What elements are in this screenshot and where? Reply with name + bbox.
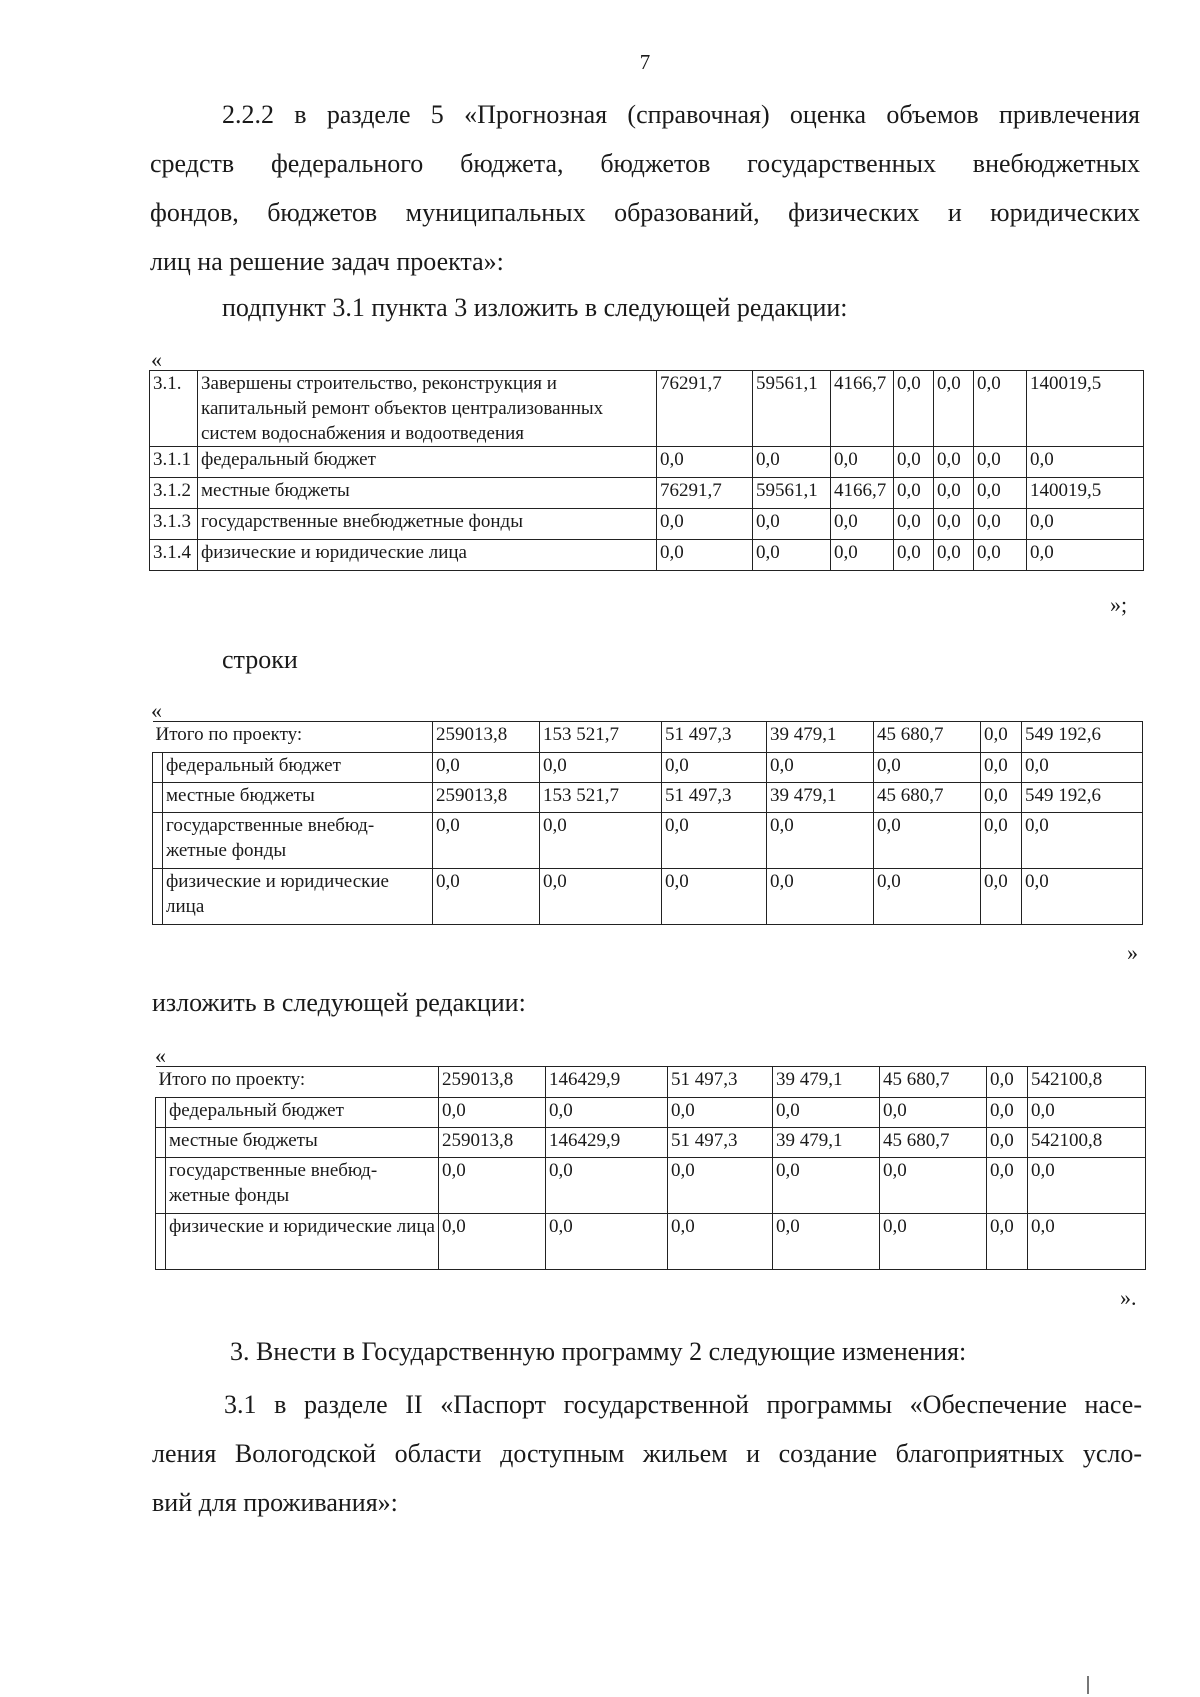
value-cell: 4166,7 [831,371,894,447]
table-row [153,813,1143,869]
intro-line-3: фондов, бюджетов муниципальных образований, физических и юридических [150,198,1140,227]
value-cell: 146429,9 [546,1128,668,1158]
value-cell: 0,0 [1022,753,1143,783]
indent-cell [156,1158,166,1214]
value-cell: 39 479,1 [767,783,874,813]
row-number-cell: 3.1.4 [150,540,198,571]
value-cell: 51 497,3 [662,783,767,813]
restate-text: изложить в следующей редакции: [152,988,526,1017]
indent-cell [153,813,163,869]
value-cell: 0,0 [874,813,981,869]
value-cell: 0,0 [773,1214,880,1270]
open-quote-2: « [151,698,162,723]
total-label-cell: Итого по проекту: [156,1067,439,1098]
value-cell: 0,0 [894,478,934,509]
value-cell: 0,0 [981,722,1022,753]
value-cell: 259013,8 [433,722,540,753]
value-cell: 0,0 [1022,869,1143,925]
value-cell: 0,0 [894,540,934,571]
value-cell: 0,0 [1027,447,1144,478]
table-row [150,371,1144,447]
value-cell: 0,0 [974,540,1027,571]
value-cell: 0,0 [874,753,981,783]
value-cell: 259013,8 [433,783,540,813]
value-cell: 0,0 [987,1158,1028,1214]
intro-line-4: лиц на решение задач проекта»: [150,247,504,276]
table-row [150,540,1144,571]
value-cell: 0,0 [767,869,874,925]
value-cell: 0,0 [1028,1158,1146,1214]
value-cell: 45 680,7 [874,722,981,753]
value-cell: 0,0 [874,869,981,925]
row-name-cell: физические и юридические лица [163,869,433,925]
value-cell: 0,0 [894,371,934,447]
row-number-cell: 3.1.1 [150,447,198,478]
value-cell: 0,0 [934,509,974,540]
value-cell: 76291,7 [657,371,753,447]
row-name-cell: Завершены строительство, реконструкция и капитальный ремонт объектов централизованных систем водоснабжения и водоотведения [198,371,657,447]
value-cell: 51 497,3 [662,722,767,753]
value-cell: 51 497,3 [668,1128,773,1158]
value-cell: 0,0 [657,447,753,478]
value-cell: 0,0 [981,869,1022,925]
table-row [153,869,1143,925]
value-cell: 0,0 [981,783,1022,813]
table-3-1 [149,370,1144,571]
value-cell: 59561,1 [753,371,831,447]
value-cell: 59561,1 [753,478,831,509]
table-rows-new [155,1066,1146,1270]
table-row [150,447,1144,478]
value-cell: 0,0 [981,813,1022,869]
value-cell: 0,0 [668,1158,773,1214]
value-cell: 0,0 [540,753,662,783]
value-cell: 0,0 [831,509,894,540]
value-cell: 0,0 [934,371,974,447]
value-cell: 4166,7 [831,478,894,509]
value-cell: 0,0 [934,540,974,571]
value-cell: 0,0 [974,371,1027,447]
total-row [156,1067,1146,1098]
value-cell: 259013,8 [439,1067,546,1098]
value-cell: 0,0 [934,478,974,509]
value-cell: 140019,5 [1027,371,1144,447]
section3-heading: 3. Внести в Государственную программу 2 следующие изменения: [230,1337,967,1366]
indent-cell [153,753,163,783]
value-cell: 0,0 [657,540,753,571]
value-cell: 0,0 [773,1098,880,1128]
total-row [153,722,1143,753]
value-cell: 0,0 [987,1098,1028,1128]
value-cell: 0,0 [546,1214,668,1270]
value-cell: 0,0 [439,1214,546,1270]
row-name-cell: местные бюджеты [163,783,433,813]
value-cell: 0,0 [880,1098,987,1128]
value-cell: 0,0 [433,869,540,925]
value-cell: 0,0 [546,1158,668,1214]
value-cell: 0,0 [1027,540,1144,571]
value-cell: 0,0 [1027,509,1144,540]
value-cell: 0,0 [540,813,662,869]
value-cell: 0,0 [880,1158,987,1214]
table-row [153,783,1143,813]
intro-line-2: средств федерального бюджета, бюджетов государственных внебюджетных [150,149,1140,178]
value-cell: 51 497,3 [668,1067,773,1098]
value-cell: 0,0 [974,478,1027,509]
table-row [156,1128,1146,1158]
section3-line-1: 3.1 в разделе II «Паспорт государственной программы «Обеспечение насе- [224,1390,1142,1419]
value-cell: 153 521,7 [540,783,662,813]
value-cell: 0,0 [974,509,1027,540]
value-cell: 0,0 [987,1067,1028,1098]
indent-cell [156,1214,166,1270]
value-cell: 0,0 [987,1214,1028,1270]
value-cell: 0,0 [439,1158,546,1214]
row-number-cell: 3.1. [150,371,198,447]
row-name-cell: федеральный бюджет [163,753,433,783]
value-cell: 0,0 [934,447,974,478]
indent-cell [153,783,163,813]
value-cell: 0,0 [668,1098,773,1128]
row-name-cell: физические и юридические лица [166,1214,439,1270]
value-cell: 0,0 [540,869,662,925]
value-cell: 0,0 [433,813,540,869]
value-cell: 542100,8 [1028,1067,1146,1098]
row-name-cell: государственные внебюд-жетные фонды [166,1158,439,1214]
row-number-cell: 3.1.3 [150,509,198,540]
value-cell: 0,0 [767,753,874,783]
value-cell: 140019,5 [1027,478,1144,509]
value-cell: 0,0 [981,753,1022,783]
value-cell: 0,0 [773,1158,880,1214]
value-cell: 0,0 [753,509,831,540]
close-quote-3: ». [1120,1285,1137,1310]
value-cell: 45 680,7 [880,1067,987,1098]
section3-paragraph [152,1380,1142,1527]
value-cell: 0,0 [657,509,753,540]
value-cell: 549 192,6 [1022,783,1143,813]
value-cell: 0,0 [767,813,874,869]
value-cell: 39 479,1 [767,722,874,753]
value-cell: 45 680,7 [874,783,981,813]
margin-mark [1087,1676,1089,1694]
row-name-cell: местные бюджеты [166,1128,439,1158]
value-cell: 76291,7 [657,478,753,509]
row-name-cell: федеральный бюджет [166,1098,439,1128]
value-cell: 0,0 [1028,1214,1146,1270]
value-cell: 0,0 [546,1098,668,1128]
page-number: 7 [639,50,651,74]
indent-cell [156,1098,166,1128]
value-cell: 45 680,7 [880,1128,987,1158]
value-cell: 0,0 [662,813,767,869]
rows-label: строки [222,645,298,674]
total-label-cell: Итого по проекту: [153,722,433,753]
table-row [153,753,1143,783]
value-cell: 0,0 [753,447,831,478]
section3-line-3: вий для проживания»: [152,1488,398,1517]
row-name-cell: местные бюджеты [198,478,657,509]
value-cell: 0,0 [753,540,831,571]
value-cell: 0,0 [433,753,540,783]
value-cell: 153 521,7 [540,722,662,753]
value-cell: 0,0 [894,447,934,478]
indent-cell [156,1128,166,1158]
value-cell: 0,0 [831,540,894,571]
table-row [156,1158,1146,1214]
value-cell: 0,0 [668,1214,773,1270]
row-name-cell: государственные внебюд-жетные фонды [163,813,433,869]
value-cell: 39 479,1 [773,1128,880,1158]
table-row [150,478,1144,509]
value-cell: 0,0 [831,447,894,478]
row-name-cell: федеральный бюджет [198,447,657,478]
value-cell: 0,0 [880,1214,987,1270]
value-cell: 39 479,1 [773,1067,880,1098]
value-cell: 0,0 [974,447,1027,478]
value-cell: 0,0 [894,509,934,540]
open-quote-1: « [151,347,162,372]
value-cell: 146429,9 [546,1067,668,1098]
value-cell: 0,0 [662,753,767,783]
section3-line-2: ления Вологодской области доступным жильем и создание благоприятных усло- [152,1439,1142,1468]
table-row [156,1098,1146,1128]
value-cell: 542100,8 [1028,1128,1146,1158]
value-cell: 0,0 [662,869,767,925]
value-cell: 549 192,6 [1022,722,1143,753]
value-cell: 0,0 [987,1128,1028,1158]
intro-paragraph [150,90,1140,286]
table-rows-old [152,721,1143,925]
value-cell: 259013,8 [439,1128,546,1158]
row-number-cell: 3.1.2 [150,478,198,509]
close-quote-2: » [1127,940,1138,965]
row-name-cell: государственные внебюджетные фонды [198,509,657,540]
subpoint-text: подпункт 3.1 пункта 3 изложить в следующей редакции: [222,293,848,322]
table-row [150,509,1144,540]
indent-cell [153,869,163,925]
intro-line-1: 2.2.2 в разделе 5 «Прогнозная (справочная) оценка объемов привлечения [222,100,1140,129]
row-name-cell: физические и юридические лица [198,540,657,571]
open-quote-3: « [155,1043,166,1068]
table-row [156,1214,1146,1270]
close-quote-1: »; [1110,592,1128,617]
value-cell: 0,0 [1022,813,1143,869]
value-cell: 0,0 [1028,1098,1146,1128]
value-cell: 0,0 [439,1098,546,1128]
